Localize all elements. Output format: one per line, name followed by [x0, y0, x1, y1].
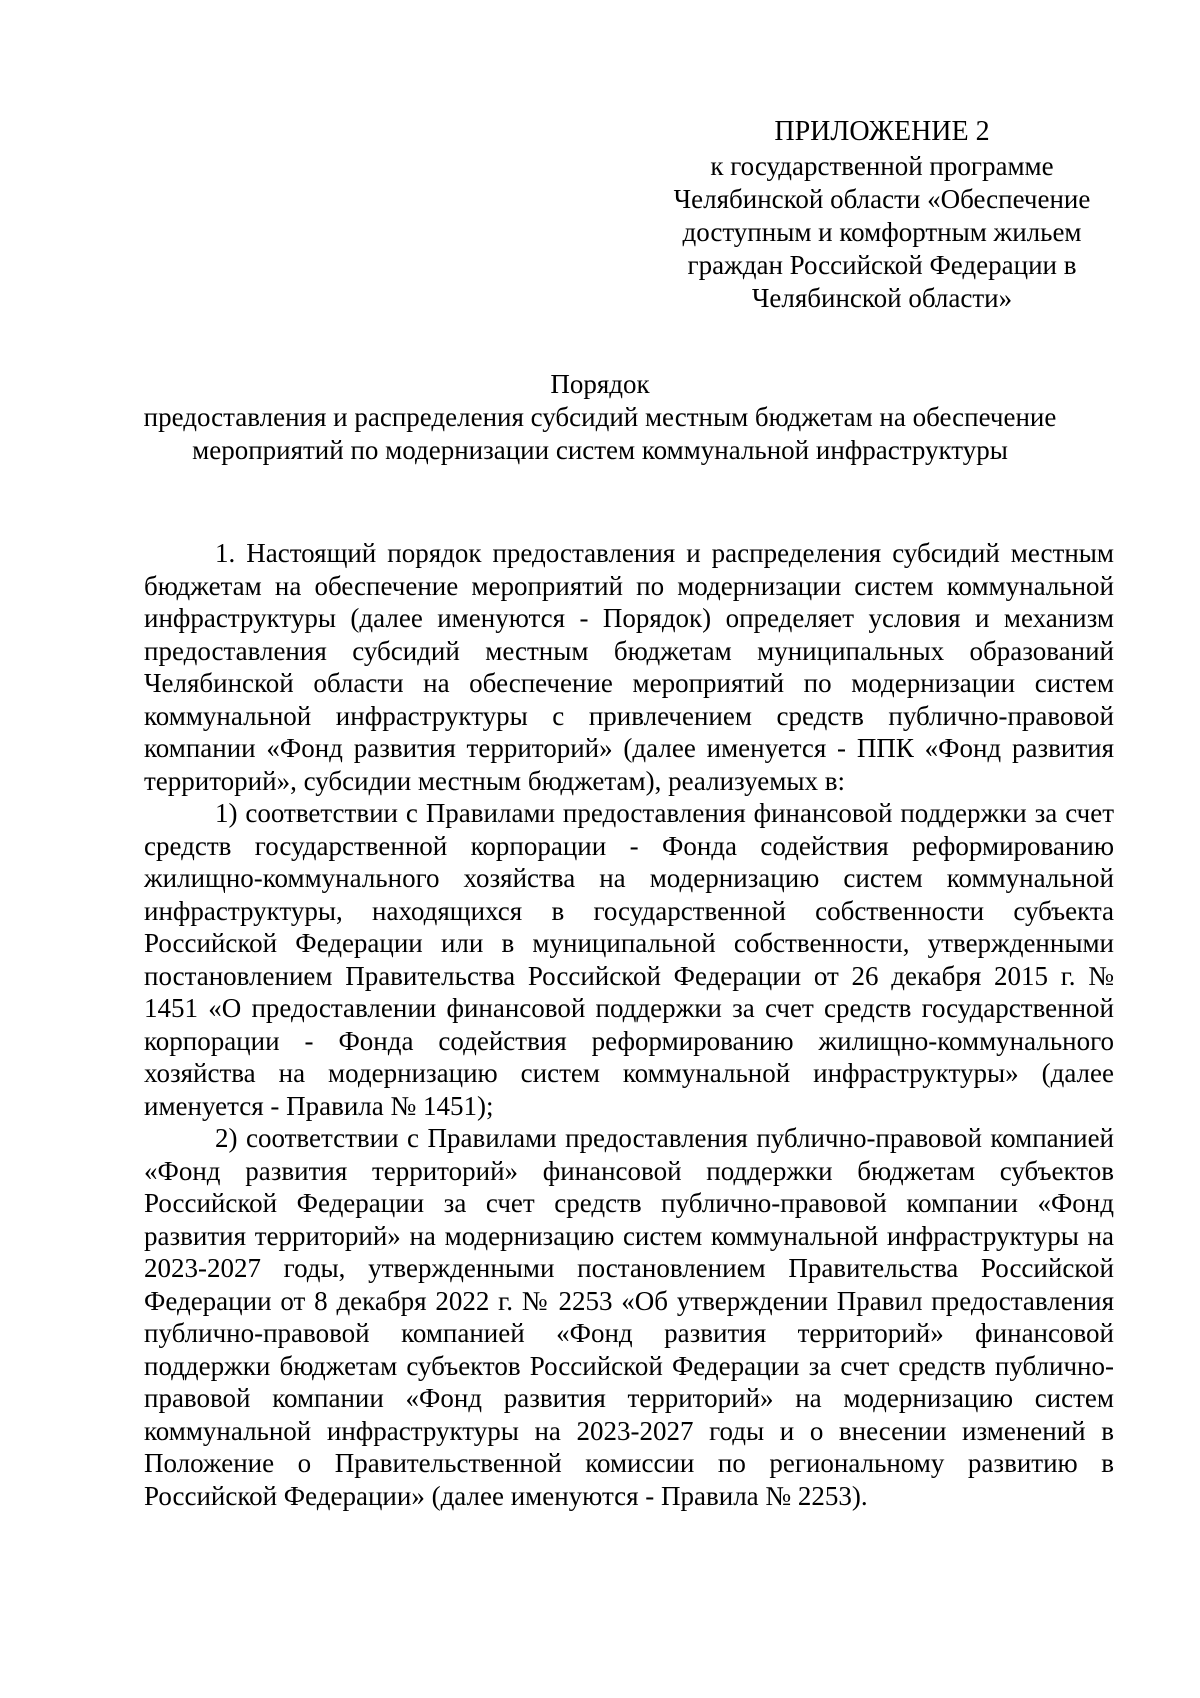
paragraph-1-2: 2) соответствии с Правилами предоставления публично-правовой компанией «Фонд развития территорий» финансовой поддержки бюджетам субъектов Российской Федерации за счет средств публично-правовой компании «Фонд развития территорий» на модернизацию систем коммунальной инфраструктуры на 2023-2027 годы, утвержденными постановлением Правительства Российской Федерации от 8 декабря 2022 г. № 2253 «Об утверждении Правил предоставления публично-правовой компанией «Фонд развития территорий» финансовой поддержки бюджетам субъектов Российской Федерации за счет средств публично-правовой компании «Фонд развития территорий» на модернизацию систем коммунальной инфраструктуры на 2023-2027 годы и о внесении изменений в Положение о Правительственной комиссии по региональному развитию в Российской Федерации» (далее именуются - Правила № 2253).: [144, 1123, 1114, 1511]
paragraph-1: 1. Настоящий порядок предоставления и распределения субсидий местным бюджетам на обеспечение мероприятий по модернизации систем коммунальной инфраструктуры (далее именуются - Порядок) определяет условия и механизм предоставления субсидий местным бюджетам муниципальных образований Челябинской области на обеспечение мероприятий по модернизации систем коммунальной инфраструктуры с привлечением средств публично-правовой компании «Фонд развития территорий» (далее именуется - ППК «Фонд развития территорий», субсидии местным бюджетам), реализуемых в:: [144, 538, 1114, 796]
title-subtitle-line: мероприятий по модернизации систем коммунальной инфраструктуры: [192, 435, 1008, 465]
appendix-block: [652, 115, 1112, 315]
title-subtitle-line: предоставления и распределения субсидий местным бюджетам на обеспечение: [143, 402, 1057, 432]
appendix-heading: ПРИЛОЖЕНИЕ 2: [774, 116, 990, 147]
document-title: [120, 368, 1080, 467]
appendix-line: Челябинской области «Обеспечение: [673, 184, 1091, 214]
paragraph-1-1: 1) соответствии с Правилами предоставления финансовой поддержки за счет средств государственной корпорации - Фонда содействия реформированию жилищно-коммунального хозяйства на модернизацию систем коммунальной инфраструктуры, находящихся в государственной собственности субъекта Российской Федерации или в муниципальной собственности, утвержденными постановлением Правительства Российской Федерации от 26 декабря 2015 г. № 1451 «О предоставлении финансовой поддержки за счет средств государственной корпорации - Фонда содействия реформированию жилищно-коммунального хозяйства на модернизацию систем коммунальной инфраструктуры» (далее именуется - Правила № 1451);: [144, 798, 1114, 1121]
appendix-line: граждан Российской Федерации в: [687, 250, 1077, 280]
appendix-line: к государственной программе: [710, 151, 1054, 181]
appendix-line: доступным и комфортным жильем: [682, 217, 1082, 247]
document-body: [144, 537, 1114, 1512]
title-main: Порядок: [550, 369, 650, 399]
appendix-line: Челябинской области»: [751, 283, 1013, 313]
